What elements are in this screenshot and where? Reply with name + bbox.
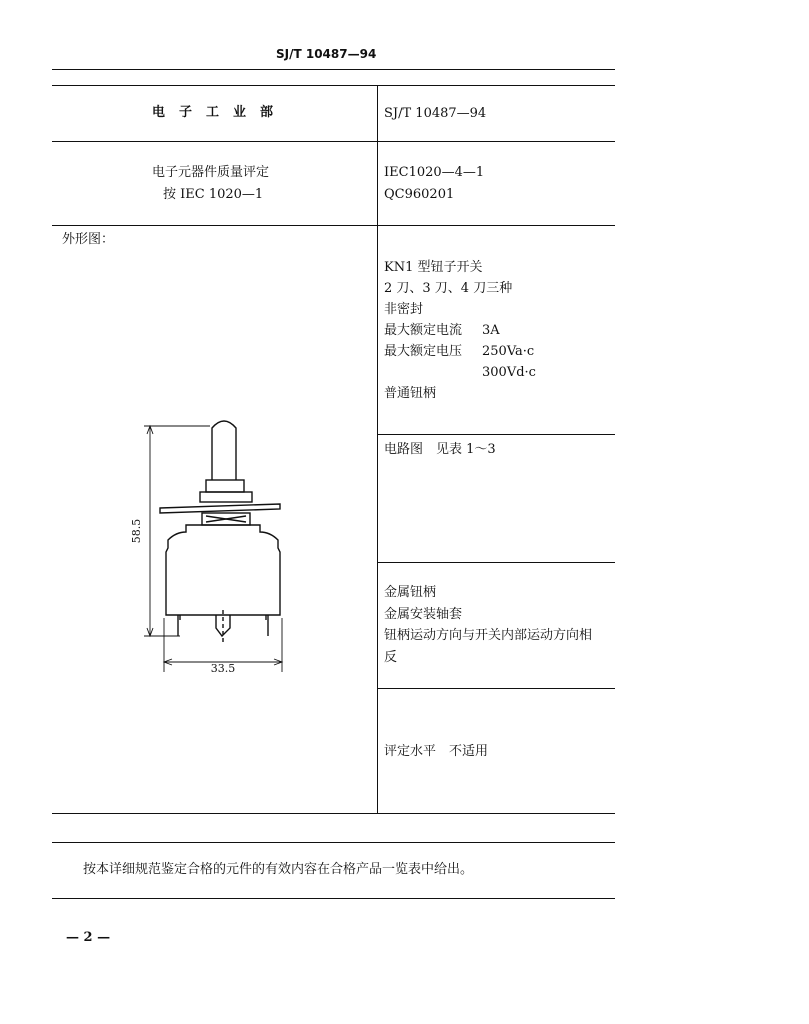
rule-bottom [52, 898, 615, 899]
rule-footnote-top [52, 842, 615, 843]
iec-reference: IEC1020—4—1 [384, 165, 485, 180]
circuit-reference: 电路图 见表 1～3 [384, 442, 496, 457]
construction-handle: 金属钮柄 [384, 585, 437, 600]
spec-poles: 2 刀、3 刀、4 刀三种 [384, 281, 513, 296]
spec-handle: 普通钮柄 [384, 386, 437, 401]
rule-right-construction [377, 688, 615, 689]
construction-direction-cont: 反 [384, 650, 398, 665]
outline-label: 外形图： [62, 232, 115, 247]
spec-voltage-ac: 250Va·c [482, 344, 535, 359]
assessment-level: 评定水平 不适用 [384, 744, 489, 759]
spec-voltage-dc: 300Vd·c [482, 365, 536, 380]
bushing-nut-mid [200, 492, 252, 502]
footnote: 按本详细规范鉴定合格的元件的有效内容在合格产品一览表中给出。 [83, 862, 474, 877]
switch-body [166, 525, 280, 615]
rule-right-circuit [377, 562, 615, 563]
column-divider [377, 85, 378, 813]
rule-table-bottom [52, 813, 615, 814]
assessment-basis: 按 IEC 1020—1 [163, 187, 264, 202]
qc-reference: QC960201 [384, 187, 455, 202]
running-header: SJ/T 10487—94 [276, 47, 377, 61]
page-number: — 2 — [66, 930, 111, 945]
toggle-lever [212, 421, 236, 480]
standard-number: SJ/T 10487—94 [384, 106, 487, 121]
rule-right-specs [377, 434, 615, 435]
rule-top [52, 69, 615, 70]
spec-current-label: 最大额定电流 [384, 323, 463, 338]
ministry-name: 电子工业部 [152, 105, 288, 120]
spec-sealing: 非密封 [384, 302, 424, 317]
spec-type: KN1 型钮子开关 [384, 260, 483, 275]
assessment-title: 电子元器件质量评定 [152, 165, 270, 180]
spec-voltage-label: 最大额定电压 [384, 344, 463, 359]
rule-row1 [52, 141, 615, 142]
spec-current-value: 3A [482, 323, 500, 338]
rule-row2 [52, 225, 615, 226]
rule-table-top [52, 85, 615, 86]
construction-bushing: 金属安装轴套 [384, 607, 463, 622]
toggle-switch-outline-drawing [120, 400, 310, 680]
height-dimension-label: 58.5 [130, 518, 143, 544]
mounting-plate [160, 504, 280, 513]
width-dimension-label: 33.5 [210, 662, 236, 675]
construction-direction: 钮柄运动方向与开关内部运动方向相 [384, 628, 593, 643]
bushing-nut-upper [206, 480, 244, 492]
